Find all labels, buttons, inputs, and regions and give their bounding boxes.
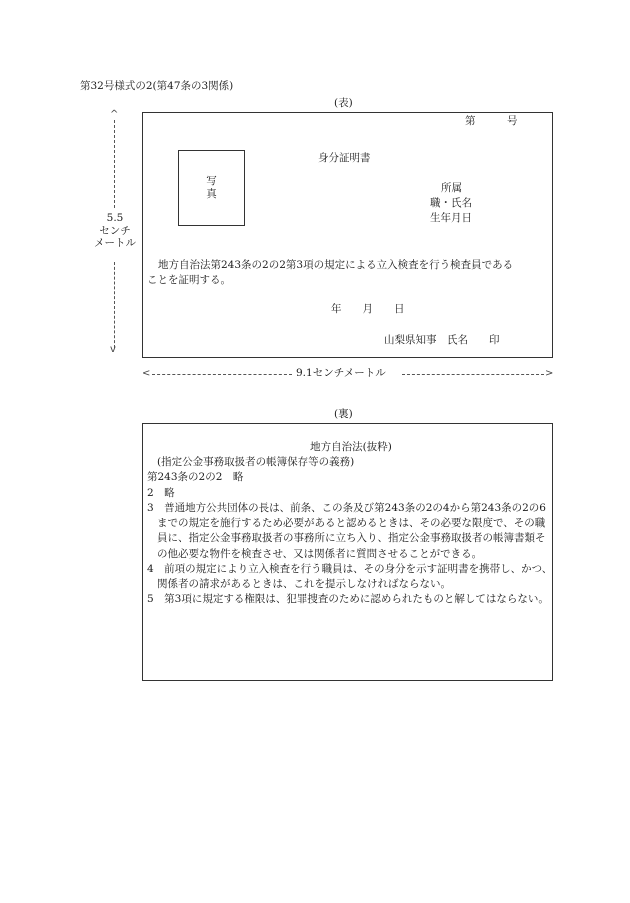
width-dimension-line-left <box>152 374 292 375</box>
affiliation-label: 所属 <box>441 182 462 194</box>
back-card-text <box>147 440 555 607</box>
height-label-line1: 5.5 <box>106 212 124 224</box>
front-card <box>142 112 553 358</box>
width-dimension-label: 9.1センチメートル <box>296 367 386 379</box>
height-dimension-line-top <box>114 120 115 208</box>
clause-2: 2 略 <box>147 486 175 499</box>
height-dimension-line-bottom <box>114 262 115 348</box>
height-label-line2: センチ <box>99 224 131 237</box>
clause-3: 3 普通地方公共団体の長は、前条、この条及び第243条の2の4から第243条の2の6までの規定を施行するため必要があると認めるときは、その必要な限度で、その職員に、指定公金事務取扱者の事務所に立ち入り、指定公金事務取扱者の帳簿書類その他必要な物件を検査させ、又は関係者に質問させることができる。 <box>147 501 546 560</box>
position-name-label: 職・氏名 <box>430 197 472 209</box>
certification-text-line2: ことを証明する。 <box>147 274 231 286</box>
photo-box <box>178 150 245 226</box>
photo-label: 写 真 <box>206 175 217 200</box>
governor-signature: 山梨県知事 氏名 印 <box>384 334 500 346</box>
arrow-down-icon: v <box>110 344 116 355</box>
back-label: (裏) <box>334 408 353 420</box>
issue-date: 年 月 日 <box>331 303 405 315</box>
arrow-up-icon: ^ <box>110 109 119 120</box>
certificate-number: 第 号 <box>465 115 518 127</box>
certification-text-line1: 地方自治法第243条の2の2第3項の規定による立入検査を行う検査員である <box>158 259 514 271</box>
height-dimension-label <box>86 212 144 250</box>
document-title: 身分証明書 <box>318 152 371 164</box>
birthdate-label: 生年月日 <box>430 212 472 224</box>
arrow-left-icon: < <box>142 368 151 379</box>
article-number: 第243条の2の2 略 <box>147 471 244 484</box>
clause-5: 5 第3項に規定する権限は、犯罪捜査のために認められたものと解してはならない。 <box>147 593 549 606</box>
article-subtitle: (指定公金事務取扱者の帳簿保存等の義務) <box>157 456 355 469</box>
height-label-line3: メートル <box>94 237 136 250</box>
width-dimension-line-right <box>402 374 544 375</box>
front-label: (表) <box>334 97 353 109</box>
clause-4: 4 前項の規定により立入検査を行う職員は、その身分を示す証明書を携帯し、かつ、関係者の請求があるときは、これを提示しなければならない。 <box>147 562 553 590</box>
form-title: 第32号様式の2(第47条の3関係) <box>80 80 234 92</box>
arrow-right-icon: > <box>545 368 554 379</box>
law-title: 地方自治法(抜粋) <box>310 441 392 453</box>
